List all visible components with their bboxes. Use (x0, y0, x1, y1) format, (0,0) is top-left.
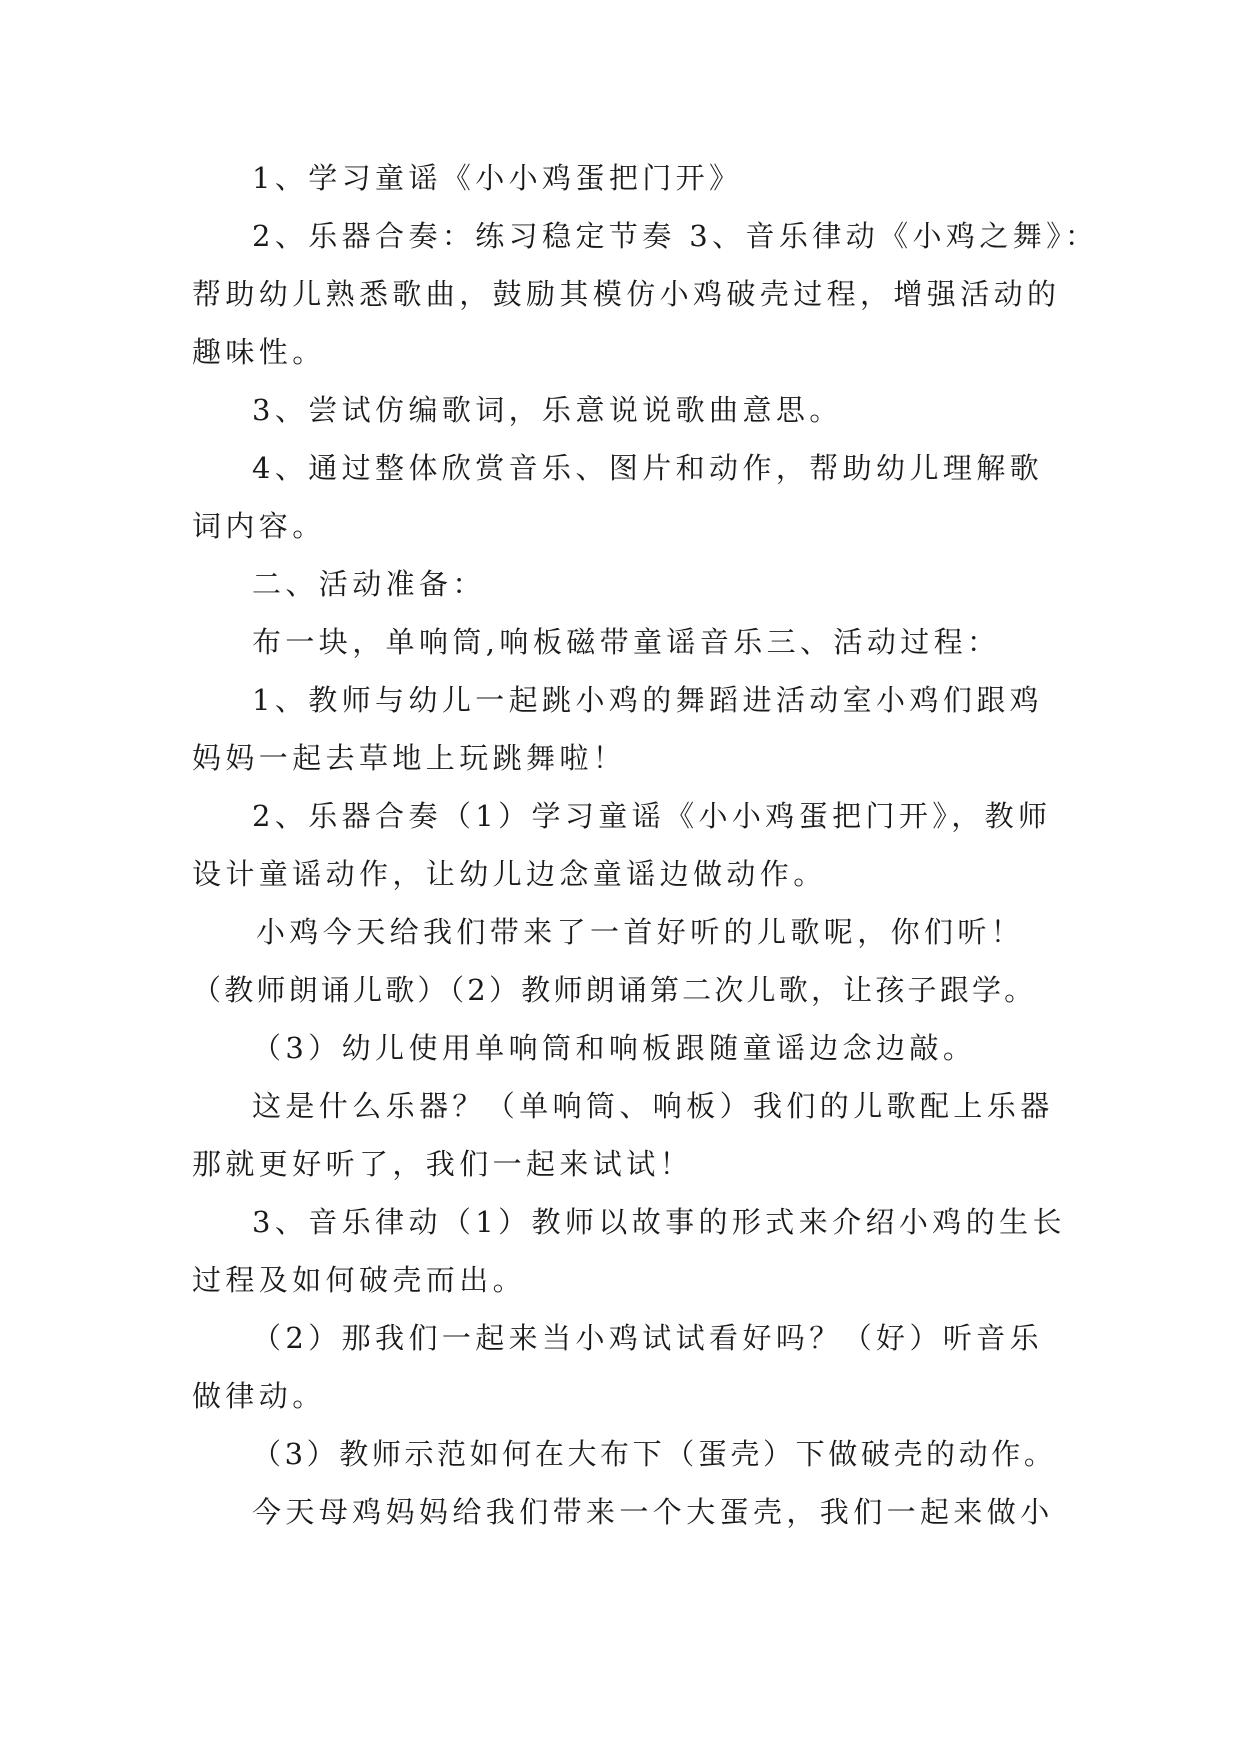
paragraph-line: 做律动。 (192, 1379, 326, 1413)
paragraph-line: 小鸡今天给我们带来了一首好听的儿歌呢，你们听！ (256, 915, 1025, 949)
paragraph-line: 妈妈一起去草地上玩跳舞啦！ (192, 741, 627, 775)
paragraph-line: 3、尝试仿编歌词，乐意说说歌曲意思。 (252, 393, 843, 427)
paragraph-line: 过程及如何破壳而出。 (192, 1263, 527, 1297)
paragraph-line: 1、学习童谣《小小鸡蛋把门开》 (252, 161, 743, 195)
paragraph-line: 这是什么乐器？（单响筒、响板）我们的儿歌配上乐器 (252, 1089, 1054, 1123)
paragraph-line: 今天母鸡妈妈给我们带来一个大蛋壳，我们一起来做小 (252, 1495, 1054, 1529)
paragraph-line: （教师朗诵儿歌）（2）教师朗诵第二次儿歌，让孩子跟学。 (192, 973, 1037, 1007)
paragraph-line: （2）那我们一起来当小鸡试试看好吗？（好）听音乐 (252, 1321, 1044, 1355)
paragraph-line: （3）教师示范如何在大布下（蛋壳）下做破壳的动作。 (252, 1437, 1057, 1471)
paragraph-line: 2、乐器合奏（1）学习童谣《小小鸡蛋把门开》，教师 (252, 799, 1052, 833)
paragraph-line: （3）幼儿使用单响筒和响板跟随童谣边念边敲。 (252, 1031, 977, 1065)
paragraph-line: 那就更好听了，我们一起来试试！ (192, 1147, 694, 1181)
section-heading: 二、活动准备： (252, 567, 486, 601)
paragraph-line: 词内容。 (192, 509, 326, 543)
paragraph-line: 设计童谣动作，让幼儿边念童谣边做动作。 (192, 857, 827, 891)
paragraph-line: 4、通过整体欣赏音乐、图片和动作，帮助幼儿理解歌 (252, 451, 1044, 485)
paragraph-line: 1、教师与幼儿一起跳小鸡的舞蹈进活动室小鸡们跟鸡 (252, 683, 1044, 717)
paragraph-line: 趣味性。 (192, 335, 326, 369)
paragraph-line: 布一块，单响筒,响板磁带童谣音乐三、活动过程： (252, 625, 1001, 659)
paragraph-line: 帮助幼儿熟悉歌曲，鼓励其模仿小鸡破壳过程，增强活动的 (192, 277, 1061, 311)
paragraph-line: 2、乐器合奏：练习稳定节奏 3、音乐律动《小鸡之舞》： (252, 219, 1099, 253)
paragraph-line: 3、音乐律动（1）教师以故事的形式来介绍小鸡的生长 (252, 1205, 1066, 1239)
